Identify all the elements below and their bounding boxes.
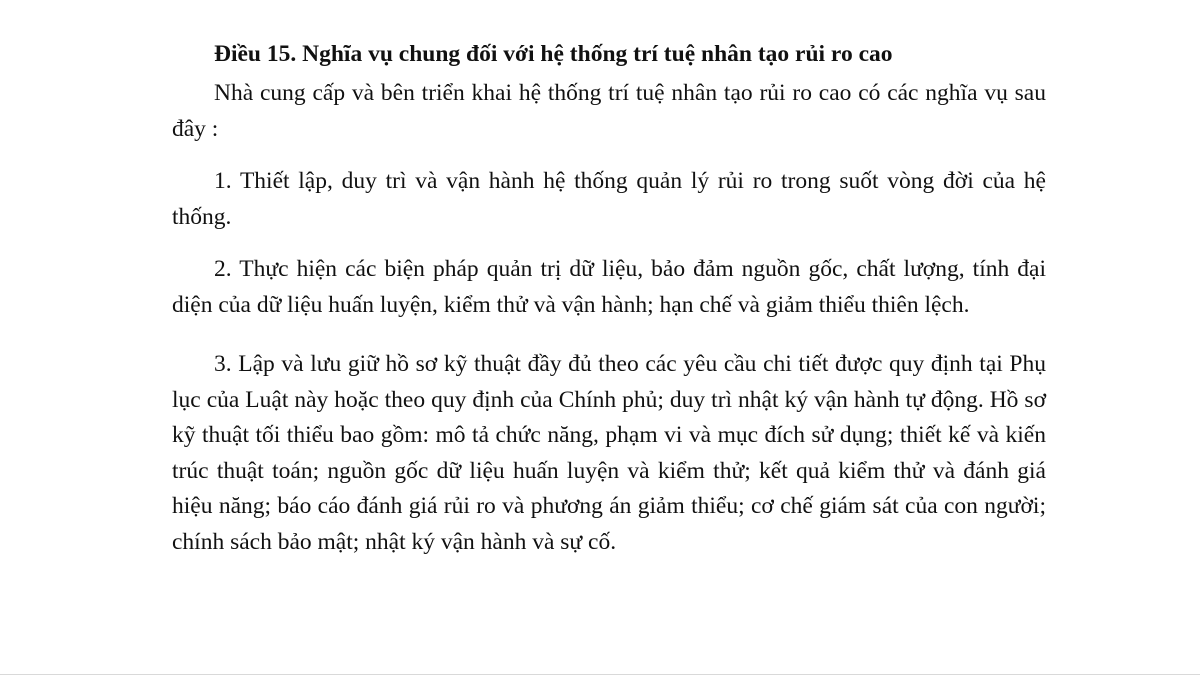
clause-2-paragraph: 2. Thực hiện các biện pháp quản trị dữ liệu, bảo đảm nguồn gốc, chất lượng, tính đại diện của dữ liệu huấn luyện, kiểm thử và vận hành; hạn chế và giảm thiểu thiên lệch. <box>172 256 1046 318</box>
clause-1-paragraph: 1. Thiết lập, duy trì và vận hành hệ thống quản lý rủi ro trong suốt vòng đời của hệ thống. <box>172 168 1046 230</box>
article-intro-paragraph: Nhà cung cấp và bên triển khai hệ thống trí tuệ nhân tạo rủi ro cao có các nghĩa vụ sau đây : <box>172 80 1046 142</box>
article-title: Điều 15. Nghĩa vụ chung đối với hệ thống trí tuệ nhân tạo rủi ro cao <box>214 41 893 67</box>
document-page <box>172 36 1046 560</box>
clause-3-paragraph: 3. Lập và lưu giữ hồ sơ kỹ thuật đầy đủ theo các yêu cầu chi tiết được quy định tại Phụ lục của Luật này hoặc theo quy định của Chính phủ; duy trì nhật ký vận hành tự động. Hồ sơ kỹ thuật tối thiểu bao gồm: mô tả chức năng, phạm vi và mục đích sử dụng; thiết kế và kiến trúc thuật toán; nguồn gốc dữ liệu huấn luyện và kiểm thử; kết quả kiểm thử và đánh giá hiệu năng; báo cáo đánh giá rủi ro và phương án giảm thiểu; cơ chế giám sát của con người; chính sách bảo mật; nhật ký vận hành và sự cố. <box>172 351 1046 555</box>
